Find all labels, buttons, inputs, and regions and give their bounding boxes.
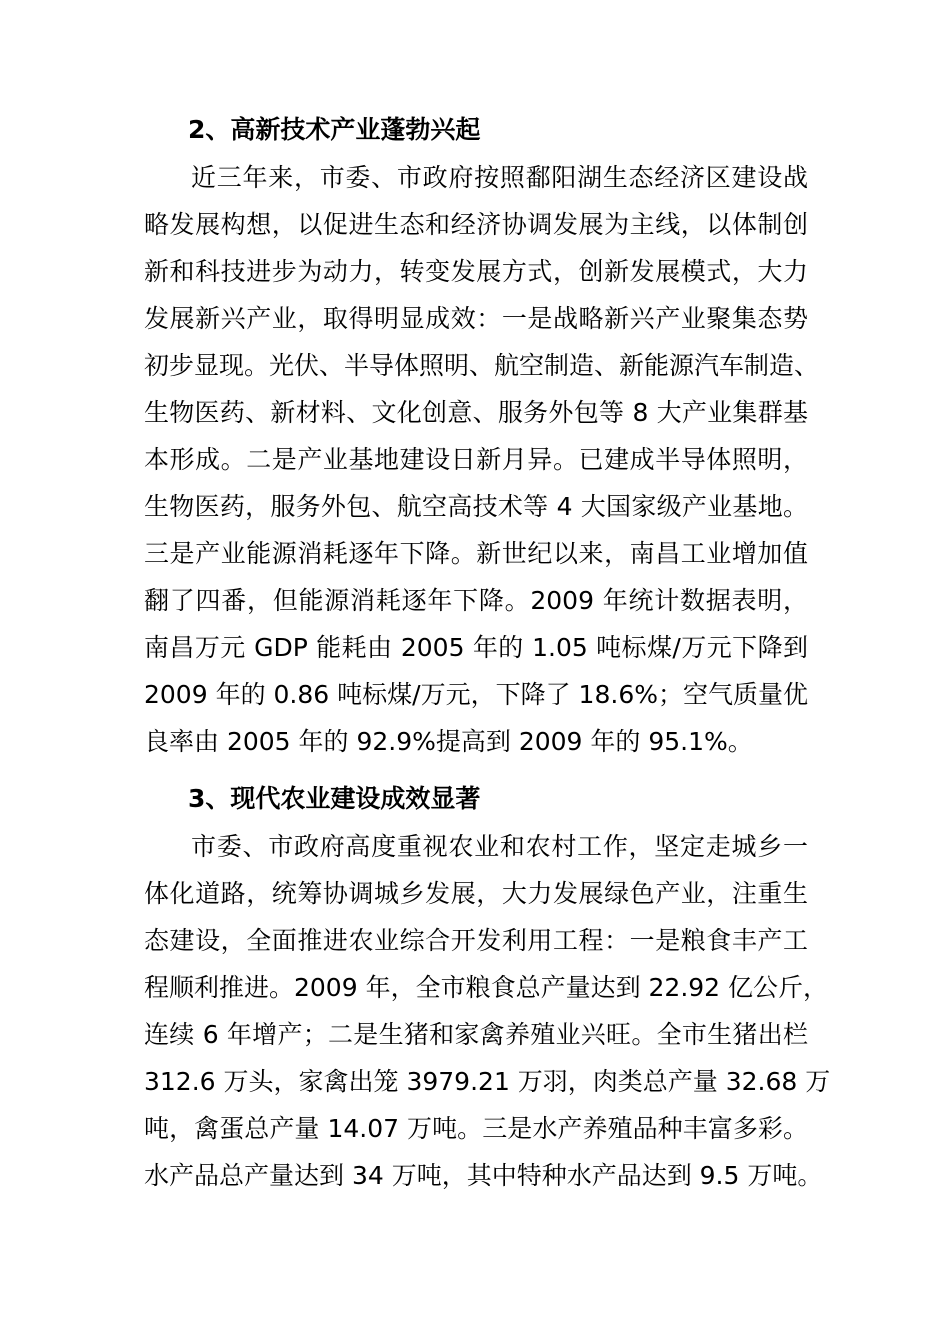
section-3-line-7: 吨，禽蛋总产量 14.07 万吨。三是水产养殖品种丰富多彩。 bbox=[144, 1114, 808, 1143]
section-3-line-2: 体化道路，统筹协调城乡发展，大力发展绿色产业，注重生 bbox=[144, 879, 808, 908]
section-2-line-3: 新和科技进步为动力，转变发展方式，创新发展模式，大力 bbox=[144, 257, 808, 286]
section-3-line-5: 连续 6 年增产；二是生猪和家禽养殖业兴旺。全市生猪出栏 bbox=[144, 1020, 808, 1049]
section-3-line-4: 程顺利推进。2009 年，全市粮食总产量达到 22.92 亿公斤， bbox=[144, 973, 829, 1002]
section-2-line-12: 2009 年的 0.86 吨标煤/万元，下降了 18.6%；空气质量优 bbox=[144, 680, 808, 709]
section-2-line-11: 南昌万元 GDP 能耗由 2005 年的 1.05 吨标煤/万元下降到 bbox=[144, 633, 808, 662]
section-2-line-1: 近三年来，市委、市政府按照鄱阳湖生态经济区建设战 bbox=[191, 163, 808, 192]
section-2-line-8: 生物医药，服务外包、航空高技术等 4 大国家级产业基地。 bbox=[144, 492, 808, 521]
section-2-line-10: 翻了四番，但能源消耗逐年下降。2009 年统计数据表明， bbox=[144, 586, 808, 615]
section-2-line-4: 发展新兴产业，取得明显成效：一是战略新兴产业聚集态势 bbox=[144, 304, 808, 333]
section-3-line-8: 水产品总产量达到 34 万吨，其中特种水产品达到 9.5 万吨。 bbox=[144, 1161, 823, 1190]
section-2-line-5: 初步显现。光伏、半导体照明、航空制造、新能源汽车制造、 bbox=[144, 351, 820, 380]
section-2-line-6: 生物医药、新材料、文化创意、服务外包等 8 大产业集群基 bbox=[144, 398, 808, 427]
section-3-line-6: 312.6 万头，家禽出笼 3979.21 万羽，肉类总产量 32.68 万 bbox=[144, 1067, 831, 1096]
section-2-line-13: 良率由 2005 年的 92.9%提高到 2009 年的 95.1%。 bbox=[144, 727, 753, 756]
section-2-line-2: 略发展构想，以促进生态和经济协调发展为主线，以体制创 bbox=[144, 210, 808, 239]
section-3-line-1: 市委、市政府高度重视农业和农村工作，坚定走城乡一 bbox=[191, 832, 808, 861]
section-2-line-7: 本形成。二是产业基地建设日新月异。已建成半导体照明， bbox=[144, 445, 808, 474]
section-3-line-3: 态建设，全面推进农业综合开发利用工程：一是粮食丰产工 bbox=[144, 926, 808, 955]
section-2-heading: 2、高新技术产业蓬勃兴起 bbox=[188, 115, 481, 144]
section-3-heading: 3、现代农业建设成效显著 bbox=[188, 784, 481, 813]
section-2-line-9: 三是产业能源消耗逐年下降。新世纪以来，南昌工业增加值 bbox=[144, 539, 808, 568]
